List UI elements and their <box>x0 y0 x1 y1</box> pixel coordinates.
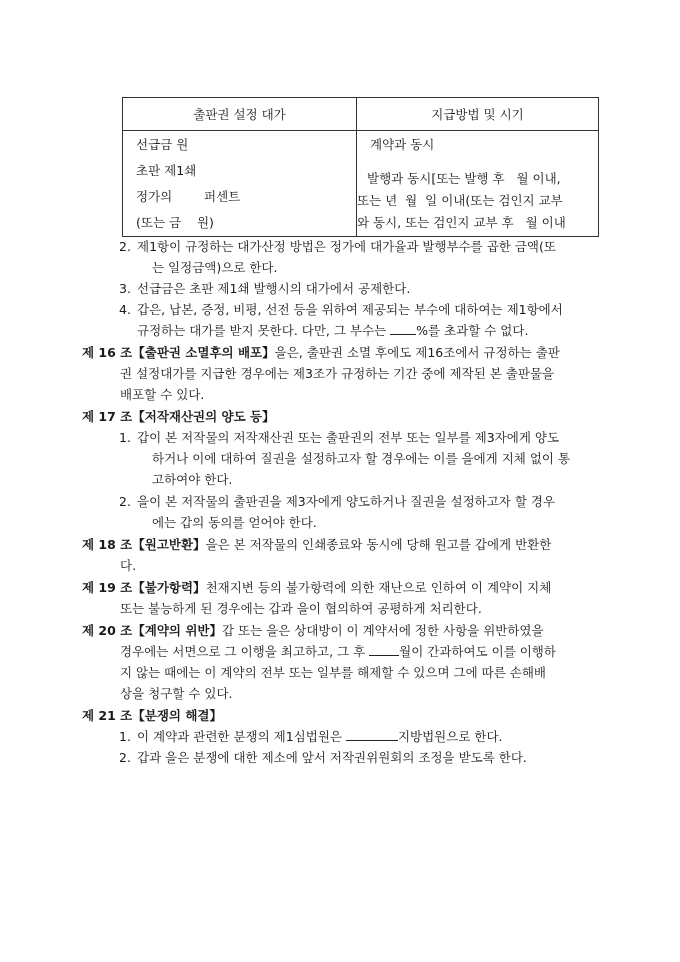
article-heading: 제 16 조【출판권 소멸후의 배포】 <box>82 345 275 360</box>
blank-field <box>390 321 416 335</box>
item-text: 갑은, 납본, 증정, 비평, 선전 등을 위하여 제공되는 부수에 대하여는 제1항에서 <box>137 302 563 317</box>
item-text: 이 계약과 관련한 분쟁의 제1심법원은 지방법원으로 한다. <box>137 729 503 744</box>
blank-field <box>346 727 398 741</box>
item-number: 1. <box>119 430 131 445</box>
article-text: 다. <box>120 558 137 573</box>
item-number: 2. <box>119 239 131 254</box>
item-number: 2. <box>119 750 131 765</box>
item-text: 규정하는 대가를 받지 못한다. 다만, 그 부수는 %를 초과할 수 없다. <box>137 323 529 338</box>
item-number: 3. <box>119 281 131 296</box>
item-text: 선급금은 초판 제1쇄 발행시의 대가에서 공제한다. <box>137 281 411 296</box>
article-text: 상을 청구할 수 있다. <box>120 686 233 701</box>
table-cell-right <box>357 131 599 237</box>
payment-table <box>122 97 599 237</box>
table-left-line: 초판 제1쇄 <box>136 163 197 178</box>
article-16: 제 16 조【출판권 소멸후의 배포】을은, 출판권 소멸 후에도 제16조에서 규정하는 출판 <box>82 345 560 360</box>
table-left-line: (또는 금 원) <box>136 215 214 230</box>
article-19: 제 19 조【불가항력】천재지변 등의 불가항력에 의한 재난으로 인하여 이 계약이 지체 <box>82 580 552 595</box>
blank-field <box>369 642 399 656</box>
item-text: 하거나 이에 대하여 질권을 설정하고자 할 경우에는 이를 을에게 지체 없이 통 <box>152 451 571 466</box>
table-left-line: 선급금 원 <box>136 137 189 152</box>
table-right-line: 또는 년 월 일 이내(또는 검인지 교부 <box>357 193 563 208</box>
article-heading: 제 19 조【불가항력】 <box>82 580 206 595</box>
article-text: 배포할 수 있다. <box>120 387 205 402</box>
item-text: 갑이 본 저작물의 저작재산권 또는 출판권의 전부 또는 일부를 제3자에게 양도 <box>137 430 560 445</box>
item-text: 제1항이 규정하는 대가산정 방법은 정가에 대가율과 발행부수를 곱한 금액(또 <box>137 239 556 254</box>
table-right-line: 와 동시, 또는 검인지 교부 후 월 이내 <box>357 215 566 230</box>
table-right-line: 계약과 동시 <box>370 137 435 152</box>
article-heading: 제 20 조【계약의 위반】 <box>82 623 222 638</box>
item-text: 는 일정금액)으로 한다. <box>152 260 278 275</box>
item-text: 갑과 을은 분쟁에 대한 제소에 앞서 저작권위원회의 조정을 받도록 한다. <box>137 750 527 765</box>
table-cell-left <box>123 131 357 237</box>
table-left-line: 정가의 퍼센트 <box>136 189 241 204</box>
article-text: 지 않는 때에는 이 계약의 전부 또는 일부를 해제할 수 있으며 그에 따른 손해배 <box>120 665 546 680</box>
item-number: 4. <box>119 302 131 317</box>
item-text: 을이 본 저작물의 출판권을 제3자에게 양도하거나 질권을 설정하고자 할 경우 <box>137 494 556 509</box>
item-number: 2. <box>119 494 131 509</box>
item-text: 에는 갑의 동의를 얻어야 한다. <box>152 515 317 530</box>
article-21-heading: 제 21 조【분쟁의 해결】 <box>82 708 222 723</box>
item-text: 고하여야 한다. <box>152 472 233 487</box>
article-17-heading: 제 17 조【저작재산권의 양도 등】 <box>82 409 275 424</box>
article-text: 또는 불능하게 된 경우에는 갑과 을이 협의하여 공평하게 처리한다. <box>120 601 482 616</box>
article-18: 제 18 조【원고반환】을은 본 저작물의 인쇄종료와 동시에 당해 원고를 갑에게 반환한 <box>82 537 552 552</box>
table-header-left: 출판권 설정 대가 <box>123 98 357 131</box>
article-20: 제 20 조【계약의 위반】갑 또는 을은 상대방이 이 계약서에 정한 사항을 위반하였을 <box>82 623 544 638</box>
article-text: 권 설정대가를 지급한 경우에는 제3조가 규정하는 기간 중에 제작된 본 출판물을 <box>120 366 555 381</box>
table-right-line: 발행과 동시[또는 발행 후 월 이내, <box>367 171 561 186</box>
article-heading: 제 18 조【원고반환】 <box>82 537 206 552</box>
table-header-right: 지급방법 및 시기 <box>357 98 599 131</box>
article-text: 경우에는 서면으로 그 이행을 최고하고, 그 후 월이 간과하여도 이를 이행하 <box>120 644 556 659</box>
item-number: 1. <box>119 729 131 744</box>
